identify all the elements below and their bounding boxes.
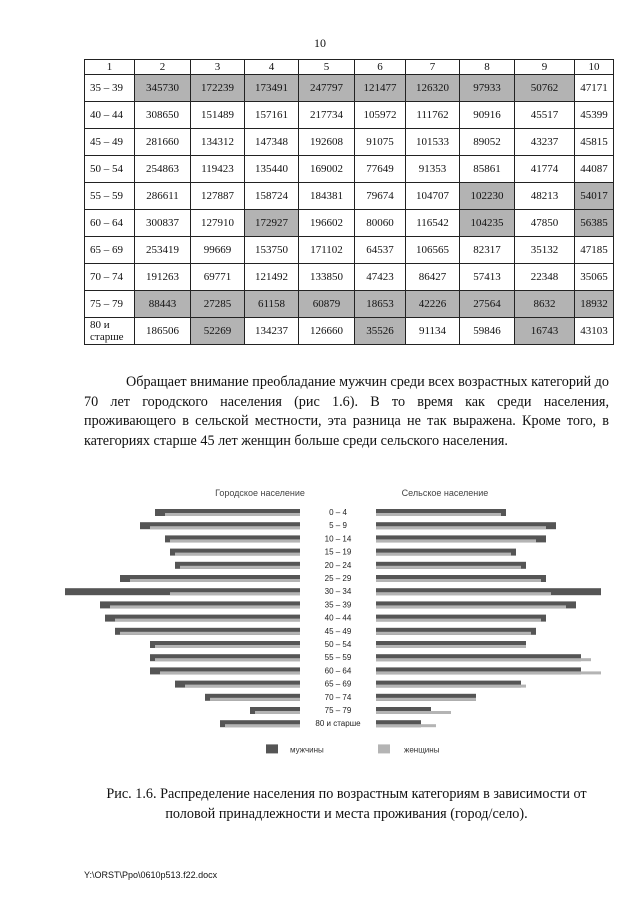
chart-title-urban: Городское население	[215, 488, 305, 498]
value-cell: 121477	[355, 75, 406, 102]
value-cell: 173491	[245, 75, 299, 102]
age-category-label: 20 – 24	[324, 560, 352, 570]
value-cell: 121492	[245, 264, 299, 291]
age-group-cell: 75 – 79	[85, 291, 135, 318]
column-header: 1	[85, 60, 135, 75]
value-cell: 158724	[245, 183, 299, 210]
age-category-label: 70 – 74	[324, 692, 352, 702]
rural-female-bar	[376, 619, 541, 622]
value-cell: 135440	[245, 156, 299, 183]
rural-female-bar	[376, 645, 526, 648]
value-cell: 41774	[515, 156, 575, 183]
value-cell: 27285	[191, 291, 245, 318]
age-group-cell: 70 – 74	[85, 264, 135, 291]
urban-female-bar	[185, 685, 300, 688]
value-cell: 151489	[191, 102, 245, 129]
table-row	[85, 183, 614, 210]
value-cell: 47850	[515, 210, 575, 237]
value-cell: 153750	[245, 237, 299, 264]
age-category-label: 0 – 4	[329, 508, 347, 517]
value-cell: 47185	[575, 237, 614, 264]
urban-female-bar	[170, 592, 300, 595]
value-cell: 45517	[515, 102, 575, 129]
value-cell: 184381	[299, 183, 355, 210]
value-cell: 171102	[299, 237, 355, 264]
value-cell: 133850	[299, 264, 355, 291]
value-cell: 102230	[460, 183, 515, 210]
value-cell: 253419	[135, 237, 191, 264]
value-cell: 101533	[406, 129, 460, 156]
rural-female-bar	[376, 526, 546, 529]
rural-female-bar	[376, 592, 551, 595]
table-row	[85, 102, 614, 129]
age-category-label: 60 – 64	[324, 666, 352, 676]
rural-female-bar	[376, 605, 566, 608]
column-header: 6	[355, 60, 406, 75]
table-row	[85, 210, 614, 237]
value-cell: 104235	[460, 210, 515, 237]
value-cell: 80060	[355, 210, 406, 237]
footer-file-path: Y:\ORST\Рро\0610р513.f22.docx	[84, 870, 218, 880]
column-header: 10	[575, 60, 614, 75]
value-cell: 254863	[135, 156, 191, 183]
value-cell: 69771	[191, 264, 245, 291]
value-cell: 43237	[515, 129, 575, 156]
value-cell: 79674	[355, 183, 406, 210]
urban-female-bar	[155, 645, 300, 648]
value-cell: 48213	[515, 183, 575, 210]
value-cell: 64537	[355, 237, 406, 264]
table-row	[85, 75, 614, 102]
urban-female-bar	[115, 619, 300, 622]
urban-female-bar	[150, 526, 300, 529]
urban-female-bar	[170, 539, 300, 542]
age-group-cell: 35 – 39	[85, 75, 135, 102]
legend-male-swatch	[266, 744, 278, 753]
age-category-label: 75 – 79	[324, 706, 352, 715]
column-header: 8	[460, 60, 515, 75]
rural-female-bar	[376, 658, 591, 661]
rural-female-bar	[376, 579, 541, 582]
value-cell: 191263	[135, 264, 191, 291]
value-cell: 85861	[460, 156, 515, 183]
value-cell: 47423	[355, 264, 406, 291]
age-category-label: 50 – 54	[324, 640, 352, 649]
column-header: 2	[135, 60, 191, 75]
value-cell: 50762	[515, 75, 575, 102]
value-cell: 172239	[191, 75, 245, 102]
value-cell: 56385	[575, 210, 614, 237]
table-row	[85, 156, 614, 183]
table-row	[85, 129, 614, 156]
value-cell: 35132	[515, 237, 575, 264]
table-row	[85, 264, 614, 291]
urban-female-bar	[255, 711, 300, 714]
value-cell: 116542	[406, 210, 460, 237]
table-header-row	[85, 60, 614, 75]
rural-female-bar	[376, 539, 536, 542]
value-cell: 43103	[575, 318, 614, 345]
value-cell: 127910	[191, 210, 245, 237]
age-category-label: 25 – 29	[324, 574, 352, 583]
age-group-cell: 60 – 64	[85, 210, 135, 237]
rural-female-bar	[376, 698, 476, 701]
age-category-label: 40 – 44	[324, 613, 352, 623]
population-table	[84, 59, 614, 345]
column-header: 7	[406, 60, 460, 75]
population-pyramid-chart	[0, 483, 640, 763]
urban-female-bar	[180, 566, 300, 569]
age-category-label: 55 – 59	[324, 653, 352, 663]
value-cell: 45815	[575, 129, 614, 156]
value-cell: 217734	[299, 102, 355, 129]
value-cell: 27564	[460, 291, 515, 318]
value-cell: 44087	[575, 156, 614, 183]
rural-female-bar	[376, 685, 526, 688]
value-cell: 35526	[355, 318, 406, 345]
value-cell: 22348	[515, 264, 575, 291]
value-cell: 134237	[245, 318, 299, 345]
value-cell: 111762	[406, 102, 460, 129]
legend-male-label: мужчины	[290, 745, 324, 755]
value-cell: 196602	[299, 210, 355, 237]
table-row	[85, 291, 614, 318]
value-cell: 86427	[406, 264, 460, 291]
value-cell: 345730	[135, 75, 191, 102]
urban-female-bar	[130, 579, 300, 582]
age-category-label: 5 – 9	[329, 521, 347, 531]
value-cell: 57413	[460, 264, 515, 291]
age-group-cell: 45 – 49	[85, 129, 135, 156]
age-group-cell: 65 – 69	[85, 237, 135, 264]
value-cell: 126660	[299, 318, 355, 345]
value-cell: 35065	[575, 264, 614, 291]
age-category-label: 45 – 49	[324, 626, 352, 636]
legend-female-swatch	[378, 744, 390, 753]
urban-female-bar	[110, 605, 300, 608]
chart-title-rural: Сельское население	[401, 488, 489, 498]
value-cell: 308650	[135, 102, 191, 129]
rural-female-bar	[376, 553, 511, 556]
age-category-label: 10 – 14	[324, 534, 352, 544]
body-paragraph: Обращает внимание преобладание мужчин среди всех возрастных категорий до 70 лет городского населения (рис 1.6). В то время как среди населения, проживающего в сельской местности, эта разница не так выражена. Кроме того, в категориях старше 45 лет женщин больше среди сельского населения.	[84, 374, 609, 450]
value-cell: 90916	[460, 102, 515, 129]
urban-female-bar	[165, 513, 300, 516]
value-cell: 105972	[355, 102, 406, 129]
value-cell: 281660	[135, 129, 191, 156]
figure-caption: Рис. 1.6. Распределение населения по возрастным категориям в зависимости от половой принадлежности и места проживания (город/село).	[106, 786, 587, 822]
page-number: 10	[314, 36, 326, 50]
value-cell: 16743	[515, 318, 575, 345]
value-cell: 119423	[191, 156, 245, 183]
value-cell: 104707	[406, 183, 460, 210]
table-row	[85, 318, 614, 345]
urban-female-bar	[120, 632, 300, 635]
value-cell: 42226	[406, 291, 460, 318]
value-cell: 8632	[515, 291, 575, 318]
value-cell: 52269	[191, 318, 245, 345]
rural-female-bar	[376, 566, 521, 569]
age-category-label: 15 – 19	[324, 547, 352, 557]
value-cell: 77649	[355, 156, 406, 183]
column-header: 5	[299, 60, 355, 75]
value-cell: 61158	[245, 291, 299, 318]
value-cell: 106565	[406, 237, 460, 264]
column-header: 9	[515, 60, 575, 75]
value-cell: 59846	[460, 318, 515, 345]
urban-female-bar	[210, 698, 300, 701]
rural-female-bar	[376, 513, 501, 516]
age-group-cell: 55 – 59	[85, 183, 135, 210]
urban-female-bar	[225, 724, 300, 727]
value-cell: 45399	[575, 102, 614, 129]
value-cell: 91353	[406, 156, 460, 183]
value-cell: 192608	[299, 129, 355, 156]
urban-female-bar	[160, 671, 300, 674]
value-cell: 127887	[191, 183, 245, 210]
rural-female-bar	[376, 671, 601, 674]
age-group-cell: 80 и старше	[85, 318, 135, 345]
rural-female-bar	[376, 724, 436, 727]
value-cell: 18932	[575, 291, 614, 318]
value-cell: 157161	[245, 102, 299, 129]
value-cell: 247797	[299, 75, 355, 102]
value-cell: 99669	[191, 237, 245, 264]
value-cell: 89052	[460, 129, 515, 156]
age-category-label: 35 – 39	[324, 600, 352, 610]
value-cell: 126320	[406, 75, 460, 102]
value-cell: 18653	[355, 291, 406, 318]
age-category-label: 30 – 34	[324, 587, 352, 597]
value-cell: 172927	[245, 210, 299, 237]
urban-female-bar	[155, 658, 300, 661]
value-cell: 88443	[135, 291, 191, 318]
column-header: 3	[191, 60, 245, 75]
value-cell: 82317	[460, 237, 515, 264]
table-row	[85, 237, 614, 264]
age-category-label: 65 – 69	[324, 679, 352, 689]
value-cell: 54017	[575, 183, 614, 210]
value-cell: 286611	[135, 183, 191, 210]
value-cell: 60879	[299, 291, 355, 318]
value-cell: 91075	[355, 129, 406, 156]
value-cell: 169002	[299, 156, 355, 183]
legend-female-label: женщины	[404, 745, 440, 755]
value-cell: 47171	[575, 75, 614, 102]
value-cell: 300837	[135, 210, 191, 237]
value-cell: 186506	[135, 318, 191, 345]
column-header: 4	[245, 60, 299, 75]
age-group-cell: 50 – 54	[85, 156, 135, 183]
urban-female-bar	[175, 553, 300, 556]
age-category-label: 80 и старше	[315, 719, 361, 729]
value-cell: 134312	[191, 129, 245, 156]
rural-female-bar	[376, 632, 531, 635]
value-cell: 147348	[245, 129, 299, 156]
value-cell: 91134	[406, 318, 460, 345]
age-group-cell: 40 – 44	[85, 102, 135, 129]
rural-female-bar	[376, 711, 451, 714]
value-cell: 97933	[460, 75, 515, 102]
